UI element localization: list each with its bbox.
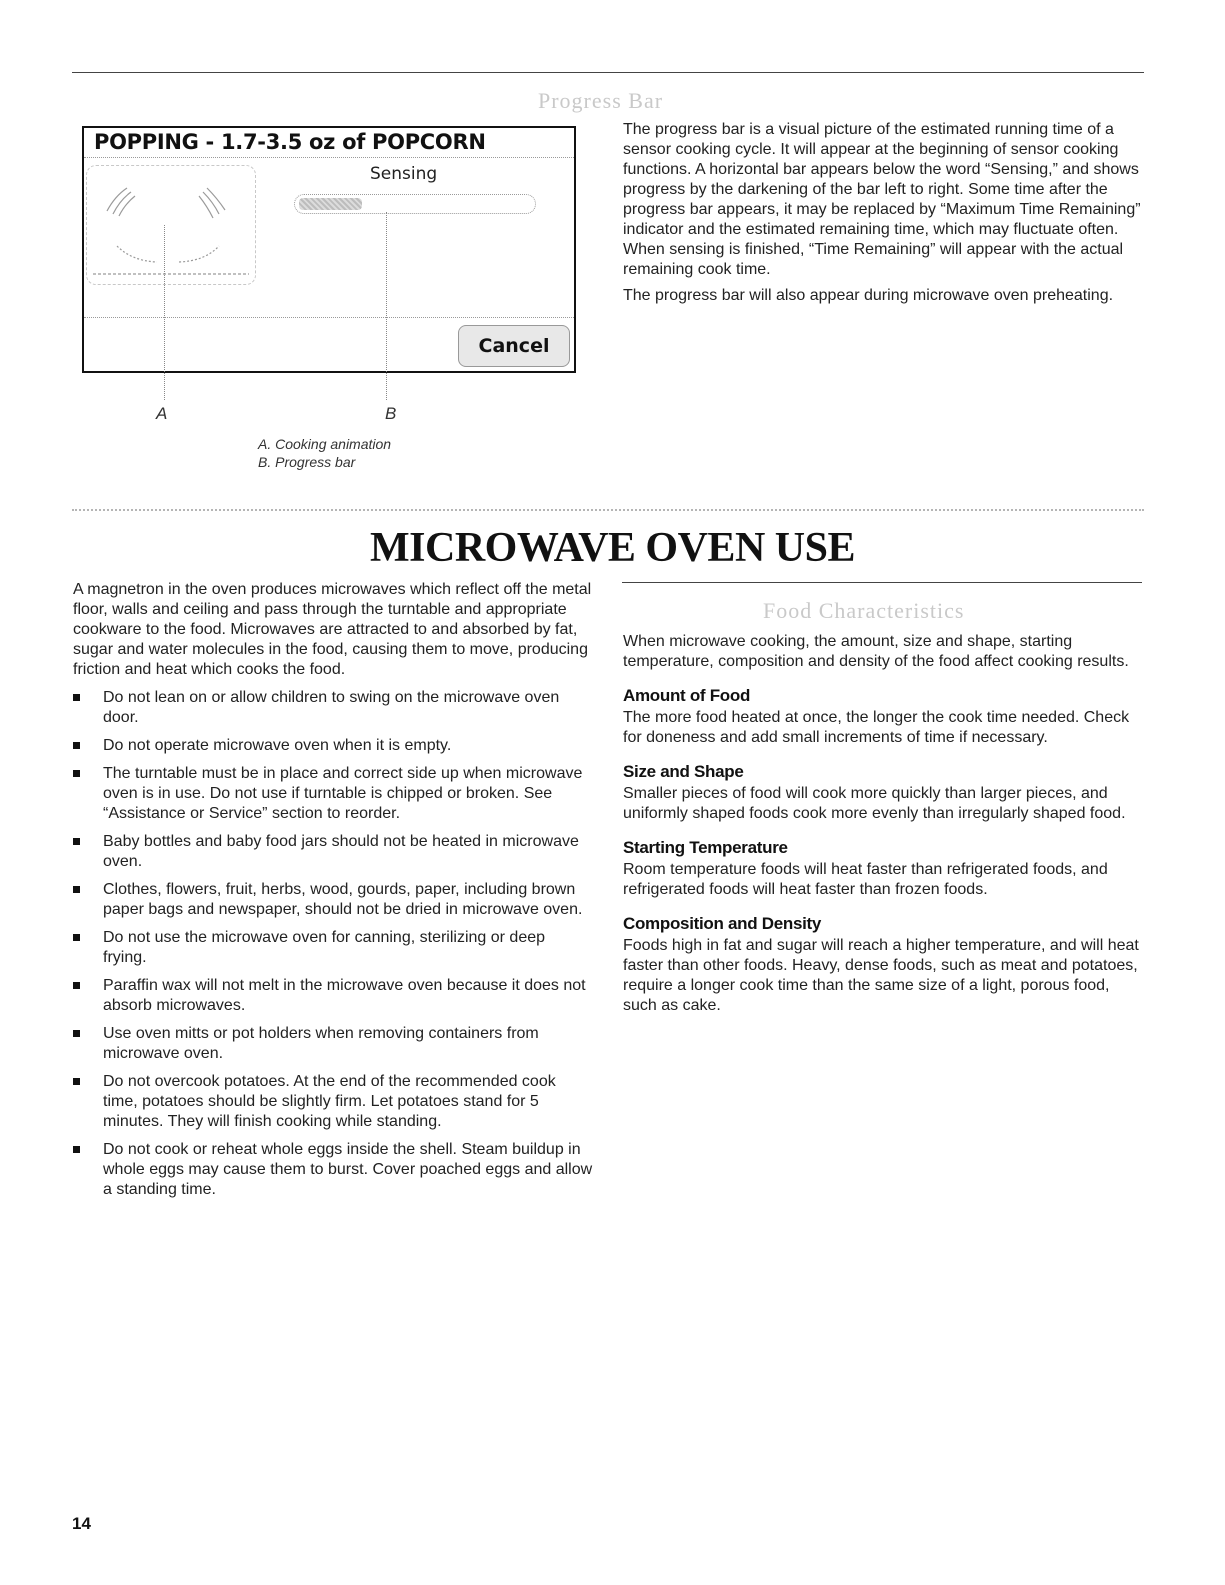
progress-paragraph-2: The progress bar will also appear during microwave oven preheating. [623, 287, 1114, 304]
sensing-label: Sensing [370, 164, 438, 184]
bullet-square-icon [73, 934, 80, 941]
list-item: Do not operate microwave oven when it is empty. [73, 736, 593, 756]
bullet-square-icon [73, 1146, 80, 1153]
text-amount: The more food heated at once, the longer the cook time needed. Check for doneness and add small increments of time if necessary. [623, 709, 1130, 746]
bullet-square-icon [73, 694, 80, 701]
right-column-rule [622, 582, 1142, 583]
display-bottom-divider [84, 317, 574, 318]
display-illustration [82, 126, 576, 373]
display-title-divider [84, 157, 574, 158]
figure-legend [258, 435, 391, 471]
list-item: Paraffin wax will not melt in the microwave oven because it does not absorb microwaves. [73, 976, 593, 1016]
bullet-square-icon [73, 982, 80, 989]
text-starting-temp: Room temperature foods will heat faster than refrigerated foods, and refrigerated foods will heat faster than frozen foods. [623, 861, 1108, 898]
list-item: Do not use the microwave oven for canning, sterilizing or deep frying. [73, 928, 593, 968]
food-characteristics-heading: Food Characteristics [763, 598, 965, 623]
food-intro: When microwave cooking, the amount, size and shape, starting temperature, composition and density of the food affect cooking results. [623, 633, 1129, 670]
callout-b-letter: B [385, 404, 397, 423]
callout-a-leader [164, 225, 165, 400]
section-separator [72, 509, 1144, 511]
list-item: Clothes, flowers, fruit, herbs, wood, gourds, paper, including brown paper bags and newspaper, should not be dried in microwave oven. [73, 880, 593, 920]
subhead-starting-temp: Starting Temperature [623, 838, 788, 857]
intro-paragraph: A magnetron in the oven produces microwaves which reflect off the metal floor, walls and ceiling and pass through the turntable and appropriate cookware to the food. Microwaves are attracted to and absorbed by fat, sugar and water molecules in the food, causing them to move, producing friction and heat which cooks the food. [73, 581, 592, 678]
progress-bar-fill [299, 198, 362, 210]
callout-b-leader [386, 212, 387, 400]
bullet-square-icon [73, 886, 80, 893]
legend-item-b: B. Progress bar [258, 454, 356, 470]
legend-item-a: A. Cooking animation [258, 436, 392, 452]
subhead-amount: Amount of Food [623, 686, 751, 705]
progress-bar-heading: Progress Bar [538, 88, 664, 113]
safety-list [73, 688, 593, 1200]
bullet-square-icon [73, 742, 80, 749]
top-rule [72, 72, 1144, 73]
text-size-shape: Smaller pieces of food will cook more quickly than larger pieces, and uniformly shaped foods cook more evenly than irregularly shaped food. [623, 785, 1126, 822]
progress-paragraph-1: The progress bar is a visual picture of the estimated running time of a sensor cooking cycle. It will appear at the beginning of sensor cooking functions. A horizontal bar appears below the word “Sensing,” and shows progress by the darkening of the bar left to right. Some time after the progress bar appears, it may be replaced by “Maximum Time Remaining” indicator and the estimated remaining time, which may fluctuate often. When sensing is finished, “Time Remaining” will appear with the actual remaining cook time. [623, 121, 1141, 278]
bullet-square-icon [73, 838, 80, 845]
text-composition: Foods high in fat and sugar will reach a higher temperature, and will heat faster than other foods. Heavy, dense foods, such as meat and potatoes, require a longer cook time than the same size of a light, porous food, such as cake. [623, 937, 1139, 1014]
display-title: POPPING - 1.7-3.5 oz of POPCORN [94, 130, 486, 154]
list-item: Baby bottles and baby food jars should not be heated in microwave oven. [73, 832, 593, 872]
bullet-square-icon [73, 770, 80, 777]
page-number: 14 [72, 1514, 91, 1533]
progress-bar [294, 194, 536, 214]
list-item: Do not lean on or allow children to swing on the microwave oven door. [73, 688, 593, 728]
cooking-animation [86, 165, 256, 285]
callout-a-letter: A [156, 404, 168, 423]
main-heading: MICROWAVE OVEN USE [370, 525, 855, 571]
left-column [73, 580, 593, 1208]
list-item: Do not overcook potatoes. At the end of the recommended cook time, potatoes should be slightly firm. Let potatoes stand for 5 minutes. They will finish cooking while standing. [73, 1072, 593, 1132]
bullet-square-icon [73, 1078, 80, 1085]
list-item: Do not cook or reheat whole eggs inside the shell. Steam buildup in whole eggs may cause them to burst. Cover poached eggs and allow a standing time. [73, 1140, 593, 1200]
subhead-composition: Composition and Density [623, 914, 822, 933]
subhead-size-shape: Size and Shape [623, 762, 744, 781]
list-item: The turntable must be in place and correct side up when microwave oven is in use. Do not use if turntable is chipped or broken. See “Assistance or Service” section to reorder. [73, 764, 593, 824]
cancel-button[interactable]: Cancel [458, 325, 570, 367]
popcorn-animation-icon [87, 166, 255, 284]
progress-bar-description [623, 120, 1141, 312]
list-item: Use oven mitts or pot holders when removing containers from microwave oven. [73, 1024, 593, 1064]
bullet-square-icon [73, 1030, 80, 1037]
right-column [623, 632, 1143, 1022]
